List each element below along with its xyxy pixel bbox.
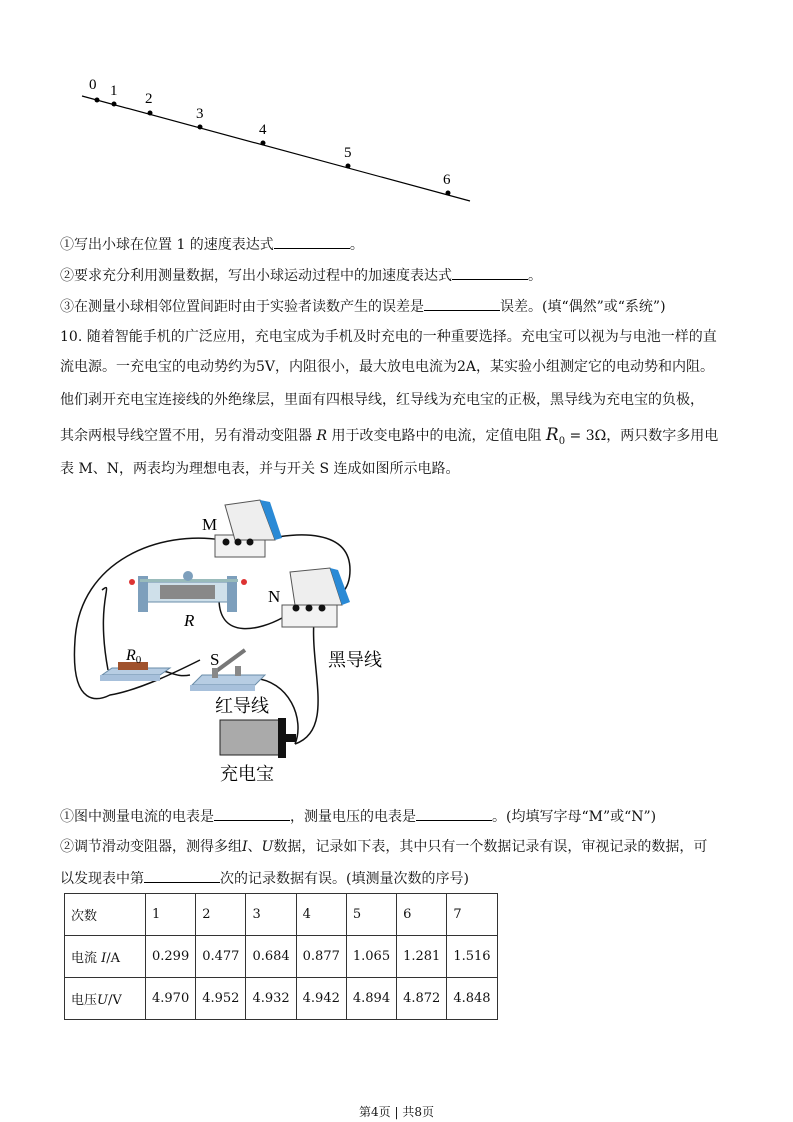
meter-n-label: N	[268, 587, 281, 606]
point-dot	[112, 102, 117, 107]
table-cell: 5	[346, 894, 396, 936]
q10-line2: 流电源。一充电宝的电动势约为5V，内阻很小，最大放电电流为2A，某实验小组测定它的电动势和内阻。	[60, 359, 715, 375]
answer-blank[interactable]	[416, 806, 492, 821]
table-cell: 4.932	[246, 978, 296, 1020]
point-dot	[446, 191, 451, 196]
answer-blank[interactable]	[274, 234, 350, 249]
point-dot	[261, 141, 266, 146]
table-cell: 0.477	[196, 936, 246, 978]
table-cell: 0.684	[246, 936, 296, 978]
meter-m	[215, 500, 282, 557]
point-label: 0	[89, 77, 97, 93]
table-row	[65, 894, 498, 936]
table-cell: 7	[447, 894, 497, 936]
table-cell: 4	[296, 894, 346, 936]
incline-line	[82, 96, 470, 201]
table-cell: 0.299	[146, 936, 196, 978]
table-row	[65, 936, 498, 978]
meter-n	[282, 568, 350, 627]
q9-item3: ③在测量小球相邻位置间距时由于实验者读数产生的误差是 误差。(填“偶然”或“系统”)	[60, 296, 666, 316]
table-cell: 1.281	[397, 936, 447, 978]
point-label: 6	[443, 172, 451, 188]
rheostat-label: R	[184, 611, 195, 630]
table-cell: 1.516	[447, 936, 497, 978]
power-bank	[220, 718, 296, 758]
table-cell: 2	[196, 894, 246, 936]
q9-item1: ①写出小球在位置 1 的速度表达式 。	[60, 234, 364, 254]
table-cell: 电压U/V	[65, 978, 146, 1020]
q10-line4: 其余两根导线空置不用，另有滑动变阻器 R 用于改变电路中的电流，定值电阻 $R_0 = 3\Omega$，两只数字多用电	[60, 425, 719, 447]
answer-blank[interactable]	[424, 296, 500, 311]
switch-label: S	[210, 650, 220, 669]
table-cell: 4.872	[397, 978, 447, 1020]
q10-item2: ②调节滑动变阻器，测得多组I、U数据，记录如下表，其中只有一个数据记录有误，审视记录的数据，可	[60, 839, 708, 855]
black-wire-label: 黑导线	[328, 650, 382, 670]
point-label: 5	[344, 145, 352, 161]
answer-blank[interactable]	[214, 806, 290, 821]
table-cell: 1.065	[346, 936, 396, 978]
q9-item2: ②要求充分利用测量数据，写出小球运动过程中的加速度表达式 。	[60, 265, 542, 285]
point-label: 3	[196, 106, 204, 122]
r0-label: R0	[126, 647, 142, 666]
q10-line5: 表 M、N，两表均为理想电表，并与开关 S 连成如图所示电路。	[60, 461, 460, 477]
table-cell: 6	[397, 894, 447, 936]
meter-m-label: M	[202, 515, 218, 534]
point-dot	[346, 164, 351, 169]
point-dot	[95, 98, 100, 103]
red-wire-label: 红导线	[215, 696, 269, 716]
answer-blank[interactable]	[144, 868, 220, 883]
data-table	[64, 893, 498, 1020]
point-label: 2	[145, 91, 153, 107]
table-cell: 4.942	[296, 978, 346, 1020]
point-label: 4	[259, 122, 267, 138]
circuit-diagram	[60, 490, 400, 790]
table-cell: 4.894	[346, 978, 396, 1020]
point-label: 1	[110, 83, 118, 99]
point-dot	[148, 111, 153, 116]
point-dot	[198, 125, 203, 130]
table-cell: 4.952	[196, 978, 246, 1020]
switch-s	[190, 650, 265, 691]
table-cell: 0.877	[296, 936, 346, 978]
q10-item1: ①图中测量电流的电表是 ，测量电压的电表是 。(均填写字母“M”或“N”)	[60, 806, 656, 826]
rheostat	[129, 571, 247, 612]
table-cell: 3	[246, 894, 296, 936]
table-row	[65, 978, 498, 1020]
table-cell: 1	[146, 894, 196, 936]
q10-line3: 他们剥开充电宝连接线的外绝缘层，里面有四根导线，红导线为充电宝的正极，黑导线为充电宝的负极，	[60, 392, 704, 408]
table-cell: 4.970	[146, 978, 196, 1020]
page-footer: 第4页 | 共8页	[359, 1105, 434, 1119]
answer-blank[interactable]	[452, 265, 528, 280]
power-bank-label: 充电宝	[220, 764, 274, 784]
q10-item3: 以发现表中第 次的记录数据有误。(填测量次数的序号)	[60, 868, 469, 888]
table-cell: 次数	[65, 894, 146, 936]
table-cell: 电流 I/A	[65, 936, 146, 978]
ball-positions-diagram	[0, 0, 793, 215]
table-cell: 4.848	[447, 978, 497, 1020]
q10-line1: 10. 随着智能手机的广泛应用，充电宝成为手机及时充电的一种重要选择。充电宝可以视为与电池一样的直	[60, 329, 717, 345]
